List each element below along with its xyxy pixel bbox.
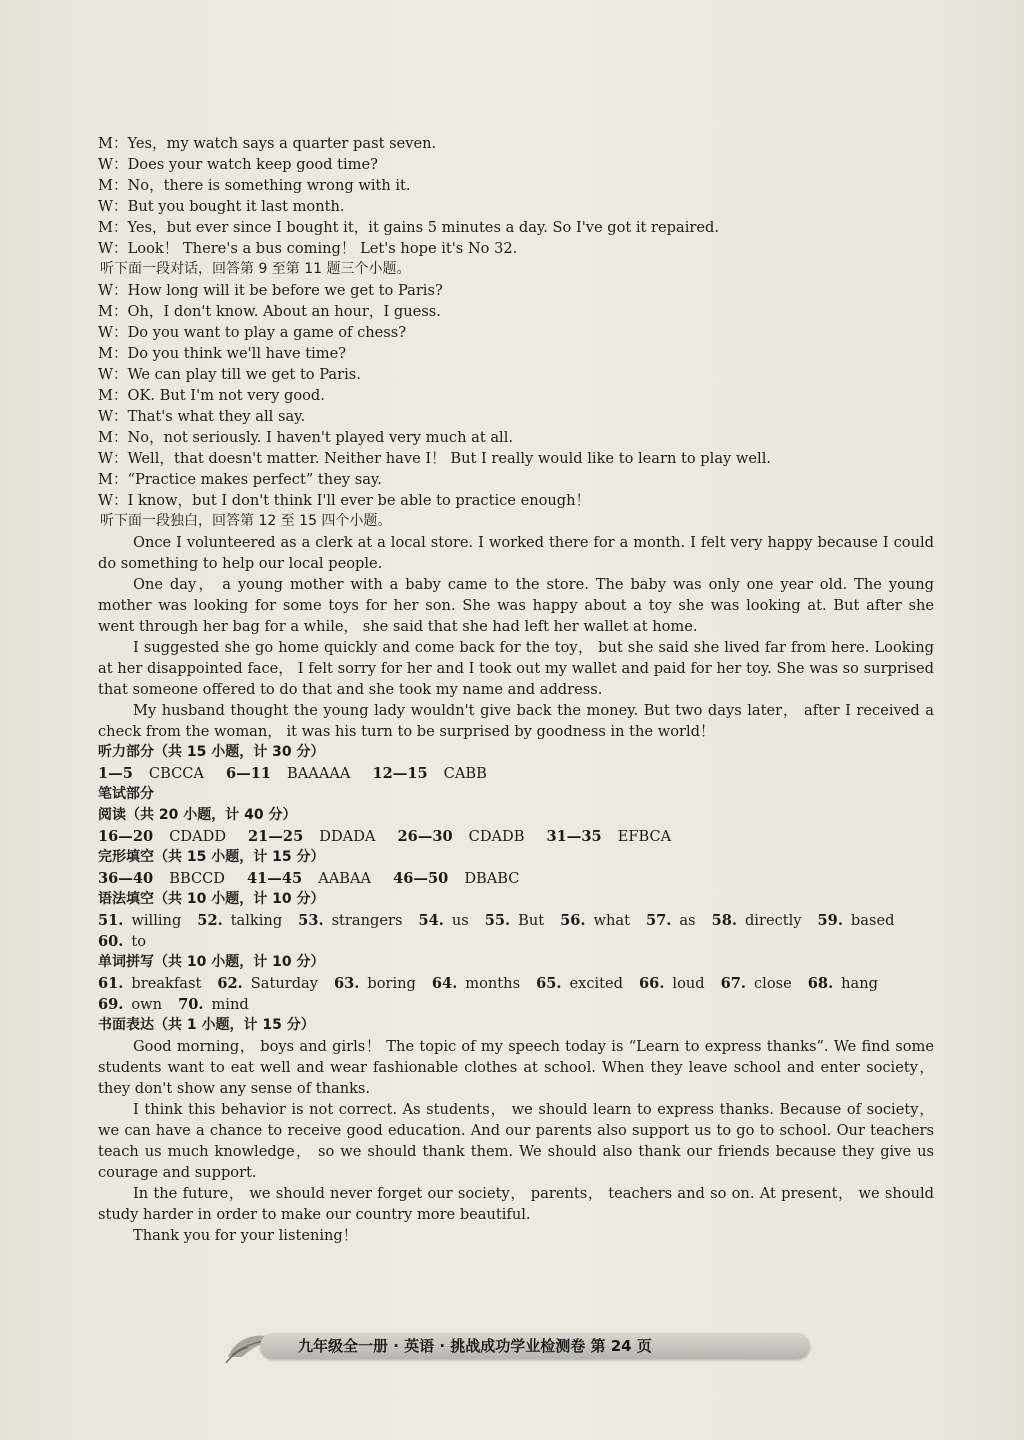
answer-range: 1—5 [98, 765, 133, 782]
answer-number: 54. [418, 912, 444, 929]
paragraph-line: Thank you for your listening！ [133, 1227, 358, 1244]
answer-number: 64. [431, 975, 458, 992]
answer-number: 59. [817, 912, 843, 929]
answer-word: to [131, 933, 147, 950]
dialogue-line: W：Does your watch keep good time? [98, 156, 378, 173]
dialogue-line: W：How long will it be before we get to Paris? [98, 282, 443, 299]
paragraph-line: One day， a young mother with a baby came to the store. The baby was only one year old. The young [133, 576, 934, 593]
answer-letters: EFBCA [617, 828, 672, 845]
answer-number: 62. [217, 975, 243, 992]
answer-number: 70. [178, 996, 204, 1013]
answer-range: 21—25 [248, 828, 304, 845]
answer-number: 56. [560, 912, 586, 929]
answer-number: 55. [484, 912, 511, 929]
answer-range: 46—50 [393, 870, 449, 887]
dialogue-line: W：That's what they all say. [98, 408, 306, 425]
answer-letters: CDADD [169, 828, 227, 845]
answer-row [98, 931, 934, 952]
paragraph-line: I think this behavior is not correct. As students， we should learn to express thanks. Because of society， [133, 1101, 934, 1118]
answer-letters: DBABC [464, 870, 520, 887]
paragraph-line: went through her bag for a while， she said that she had left her wallet at home. [98, 618, 698, 635]
answer-word: us [451, 912, 469, 929]
paragraph-line: teach us much knowledge， so we should thank them. We should also thank our friends because they give us [98, 1143, 934, 1160]
section-title: 笔试部分 [98, 786, 154, 802]
dialogue-line: W：We can play till we get to Paris. [98, 366, 361, 383]
answer-number: 68. [807, 975, 834, 992]
answer-letters: DDADA [319, 828, 376, 845]
answer-number: 63. [333, 975, 360, 992]
answer-word: strangers [331, 912, 403, 929]
answer-word: boring [367, 975, 416, 992]
dialogue-line: M：OK. But I'm not very good. [98, 387, 325, 404]
answer-number: 51. [98, 912, 124, 929]
dialogue-line: M：No，there is something wrong with it. [98, 177, 411, 194]
paragraph-line: at her disappointed face， I felt sorry for her and I took out my wallet and paid for her toy. She was so surprised [98, 660, 934, 677]
answer-row [98, 910, 934, 931]
paragraph-line: My husband thought the young lady wouldn't give back the money. But two days later， after I received a [133, 702, 934, 719]
answer-number: 66. [639, 975, 665, 992]
answer-letters: BAAAAA [287, 765, 351, 782]
answer-number: 52. [197, 912, 223, 929]
answer-range: 26—30 [397, 828, 453, 845]
paragraph-line: do something to help our local people. [98, 555, 383, 572]
paragraph-line: courage and support. [98, 1164, 257, 1181]
dialogue-line: M：Yes，but ever since I bought it，it gains 5 minutes a day. So I've got it repaired. [98, 219, 719, 236]
section-title: 单词拼写（共 10 小题，计 10 分） [98, 954, 325, 970]
dialogue-line: W：I know，but I don't think I'll ever be able to practice enough！ [98, 492, 591, 509]
answer-number: 61. [98, 975, 124, 992]
footer-text: 九年级全一册 · 英语 · 挑战成功学业检测卷 第 24 页 [298, 1337, 652, 1355]
answer-word: mind [211, 996, 249, 1013]
answer-letters: CABB [443, 765, 487, 782]
answer-word: Saturday [250, 975, 318, 992]
answer-word: as [679, 912, 696, 929]
answer-row [98, 826, 934, 847]
paragraph-line: In the future， we should never forget our society， parents， teachers and so on. At present， we should [133, 1185, 934, 1202]
section-title: 听力部分（共 15 小题，计 30 分） [98, 744, 325, 760]
answer-number: 65. [536, 975, 562, 992]
answer-content [98, 133, 934, 1246]
paragraph-line: they don't show any sense of thanks. [98, 1080, 371, 1097]
paragraph-line: Once I volunteered as a clerk at a local store. I worked there for a month. I felt very happy because I could [133, 534, 934, 551]
section-instruction: 听下面一段独白，回答第 12 至 15 四个小题。 [100, 513, 392, 529]
dialogue-line: M：Do you think we'll have time? [98, 345, 347, 362]
answer-row [98, 994, 934, 1015]
paragraph-line: we can have a chance to receive good education. And our parents also support us to go to school. Our teachers [98, 1122, 934, 1139]
answer-number: 58. [711, 912, 737, 929]
dialogue-line: M：No，not seriously. I haven't played very much at all. [98, 429, 514, 446]
dialogue-line: W：Look！ There's a bus coming！ Let's hope it's No 32. [98, 240, 518, 257]
section-instruction: 听下面一段对话，回答第 9 至第 11 题三个小题。 [100, 261, 411, 277]
answer-word: based [850, 912, 895, 929]
answer-word: excited [569, 975, 624, 992]
answer-letters: CDADB [468, 828, 525, 845]
answer-word: But [518, 912, 545, 929]
paragraph-line: check from the woman， it was his turn to be surprised by goodness in the world！ [98, 723, 715, 740]
answer-row [98, 763, 934, 784]
answer-range: 16—20 [98, 828, 154, 845]
answer-word: talking [230, 912, 283, 929]
section-title: 完形填空（共 15 小题，计 15 分） [98, 849, 325, 865]
answer-word: own [131, 996, 163, 1013]
section-title: 语法填空（共 10 小题，计 10 分） [98, 891, 325, 907]
answer-word: months [465, 975, 521, 992]
paragraph-line: I suggested she go home quickly and come back for the toy， but she said she lived far from here. Looking [133, 639, 934, 656]
answer-range: 36—40 [98, 870, 154, 887]
answer-letters: CBCCA [148, 765, 204, 782]
answer-word: what [593, 912, 630, 929]
answer-letters: BBCCD [169, 870, 225, 887]
answer-number: 57. [645, 912, 672, 929]
paragraph-line: Good morning， boys and girls！ The topic of my speech today is “Learn to express thanks”. We find some [133, 1038, 934, 1055]
answer-number: 69. [98, 996, 124, 1013]
dialogue-line: W：Well，that doesn't matter. Neither have I！ But I really would like to learn to play well. [98, 450, 772, 467]
paragraph-line: students want to eat well and wear fashionable clothes at school. When they leave school and enter society， [98, 1059, 934, 1076]
dialogue-line: W：But you bought it last month. [98, 198, 345, 215]
section-title: 书面表达（共 1 小题，计 15 分） [98, 1017, 315, 1033]
answer-word: breakfast [131, 975, 202, 992]
answer-word: willing [131, 912, 182, 929]
dialogue-line: M：“Practice makes perfect” they say. [98, 471, 382, 488]
paragraph-line: that someone offered to do that and she took my name and address. [98, 681, 603, 698]
answer-word: hang [841, 975, 878, 992]
answer-word: loud [672, 975, 705, 992]
answer-range: 6—11 [225, 765, 272, 782]
answer-range: 41—45 [246, 870, 303, 887]
dialogue-line: M：Oh，I don't know. About an hour，I guess. [98, 303, 441, 320]
answer-word: directly [744, 912, 802, 929]
page-footer [222, 1323, 802, 1365]
answer-number: 53. [298, 912, 324, 929]
answer-range: 12—15 [372, 765, 428, 782]
section-title: 阅读（共 20 小题，计 40 分） [98, 807, 297, 823]
paragraph-line: study harder in order to make our country more beautiful. [98, 1206, 531, 1223]
answer-range: 31—35 [546, 828, 602, 845]
dialogue-line: W：Do you want to play a game of chess? [98, 324, 407, 341]
answer-number: 60. [98, 933, 124, 950]
paragraph-line: mother was looking for some toys for her son. She was happy about a toy she was looking at. But after she [98, 597, 934, 614]
answer-word: close [754, 975, 792, 992]
dialogue-line: M：Yes，my watch says a quarter past seven. [98, 135, 437, 152]
answer-letters: AABAA [318, 870, 372, 887]
answer-row [98, 868, 934, 889]
answer-row [98, 973, 934, 994]
answer-number: 67. [720, 975, 746, 992]
